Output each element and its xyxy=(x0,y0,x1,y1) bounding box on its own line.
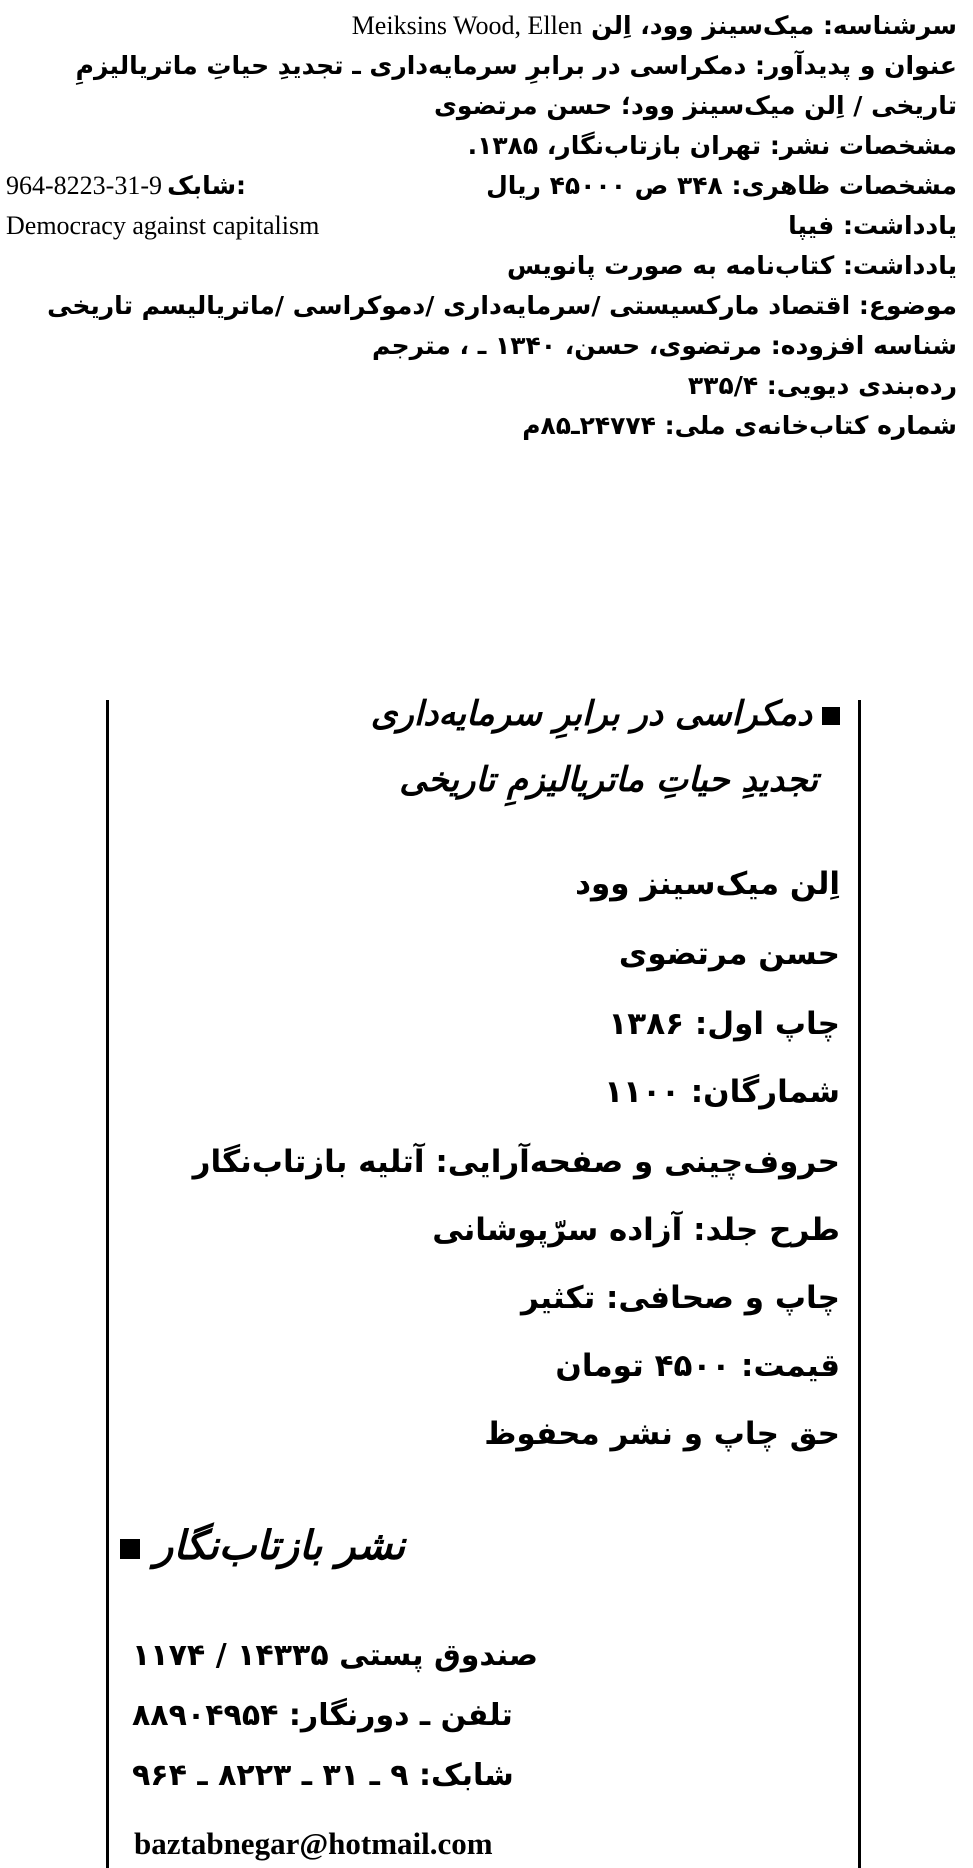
physical-entry: مشخصات ظاهری: ۳۴۸ ص ۴۵۰۰۰ ریال xyxy=(486,171,957,200)
isbn-entry xyxy=(6,166,246,206)
author-credit: اِلن میک‌سینز وود xyxy=(575,866,840,902)
publisher-email: baztabnegar@hotmail.com xyxy=(134,1826,493,1861)
book-title-line-2: تجدیدِ حیاتِ ماتریالیزمِ تاریخی xyxy=(399,760,818,800)
dewey-entry: رده‌بندی دیویی: ۳۳۵/۴ xyxy=(687,371,957,400)
isbn-value: 964-8223-31-9 xyxy=(6,171,162,200)
isbn-label: شابک: xyxy=(167,171,247,200)
po-box: صندوق پستی ۱۴۳۳۵ / ۱۱۷۴ xyxy=(132,1638,538,1673)
phone-fax: تلفن ـ دورنگار: ۸۸۹۰۴۹۵۴ xyxy=(132,1698,513,1733)
price-credit: قیمت: ۴۵۰۰ تومان xyxy=(555,1348,840,1384)
printing-credit: چاپ و صحافی: تکثیر xyxy=(520,1280,840,1316)
rights-credit: حق چاپ و نشر محفوظ xyxy=(484,1416,840,1452)
title-entry-line-2: تاریخی / اِلن میک‌سینز وود؛ حسن مرتضوی xyxy=(434,91,957,120)
national-library-number: شماره کتاب‌خانه‌ی ملی: ۲۴۷۷۴ـ۸۵م xyxy=(522,411,957,440)
book-title-line-1 xyxy=(371,692,840,736)
translator-credit: حسن مرتضوی xyxy=(618,936,840,972)
edition-credit: چاپ اول: ۱۳۸۶ xyxy=(608,1006,840,1042)
added-entry: شناسه افزوده: مرتضوی، حسن، ۱۳۴۰ ـ ، مترجم xyxy=(371,331,957,360)
left-rule xyxy=(106,700,109,1868)
original-title: Democracy against capitalism xyxy=(6,211,320,240)
square-bullet-icon xyxy=(822,707,840,725)
publisher-name xyxy=(120,1516,405,1576)
print-run-credit: شمارگان: ۱۱۰۰ xyxy=(604,1074,840,1110)
publication-entry: مشخصات نشر: تهران بازتاب‌نگار، ۱۳۸۵. xyxy=(467,131,957,160)
subject-entry: موضوع: اقتصاد مارکسیستی /سرمایه‌داری /دموکراسی /ماتریالیسم تاریخی xyxy=(47,291,957,320)
author-label: سرشناسه: xyxy=(822,11,957,40)
note-fipa: یادداشت: فیپا xyxy=(788,211,957,240)
publisher-name-text: نشر بازتاب‌نگار xyxy=(154,1522,406,1569)
typesetting-credit: حروف‌چینی و صفحه‌آرایی: آتلیه بازتاب‌نگار xyxy=(192,1144,840,1180)
square-bullet-icon xyxy=(120,1539,140,1559)
right-rule xyxy=(858,700,861,1868)
author-value-fa: میک‌سینز وود، اِلن xyxy=(591,11,815,40)
book-title-text-1: دمکراسی در برابرِ سرمایه‌داری xyxy=(370,694,812,734)
cover-design-credit: طرح جلد: آزاده سرّپوشانی xyxy=(432,1212,840,1248)
title-entry-line-1: عنوان و پدیدآور: دمکراسی در برابرِ سرمایه‌داری ـ تجدیدِ حیاتِ ماتریالیزمِ xyxy=(75,51,957,80)
note-bibliography: یادداشت: کتاب‌نامه به صورت پانویس xyxy=(507,251,957,280)
author-value-en: Meiksins Wood, Ellen xyxy=(351,11,583,40)
author-entry xyxy=(352,6,957,46)
publisher-isbn: شابک: ۹ ـ ۳۱ ـ ۸۲۲۳ ـ ۹۶۴ xyxy=(132,1758,514,1793)
